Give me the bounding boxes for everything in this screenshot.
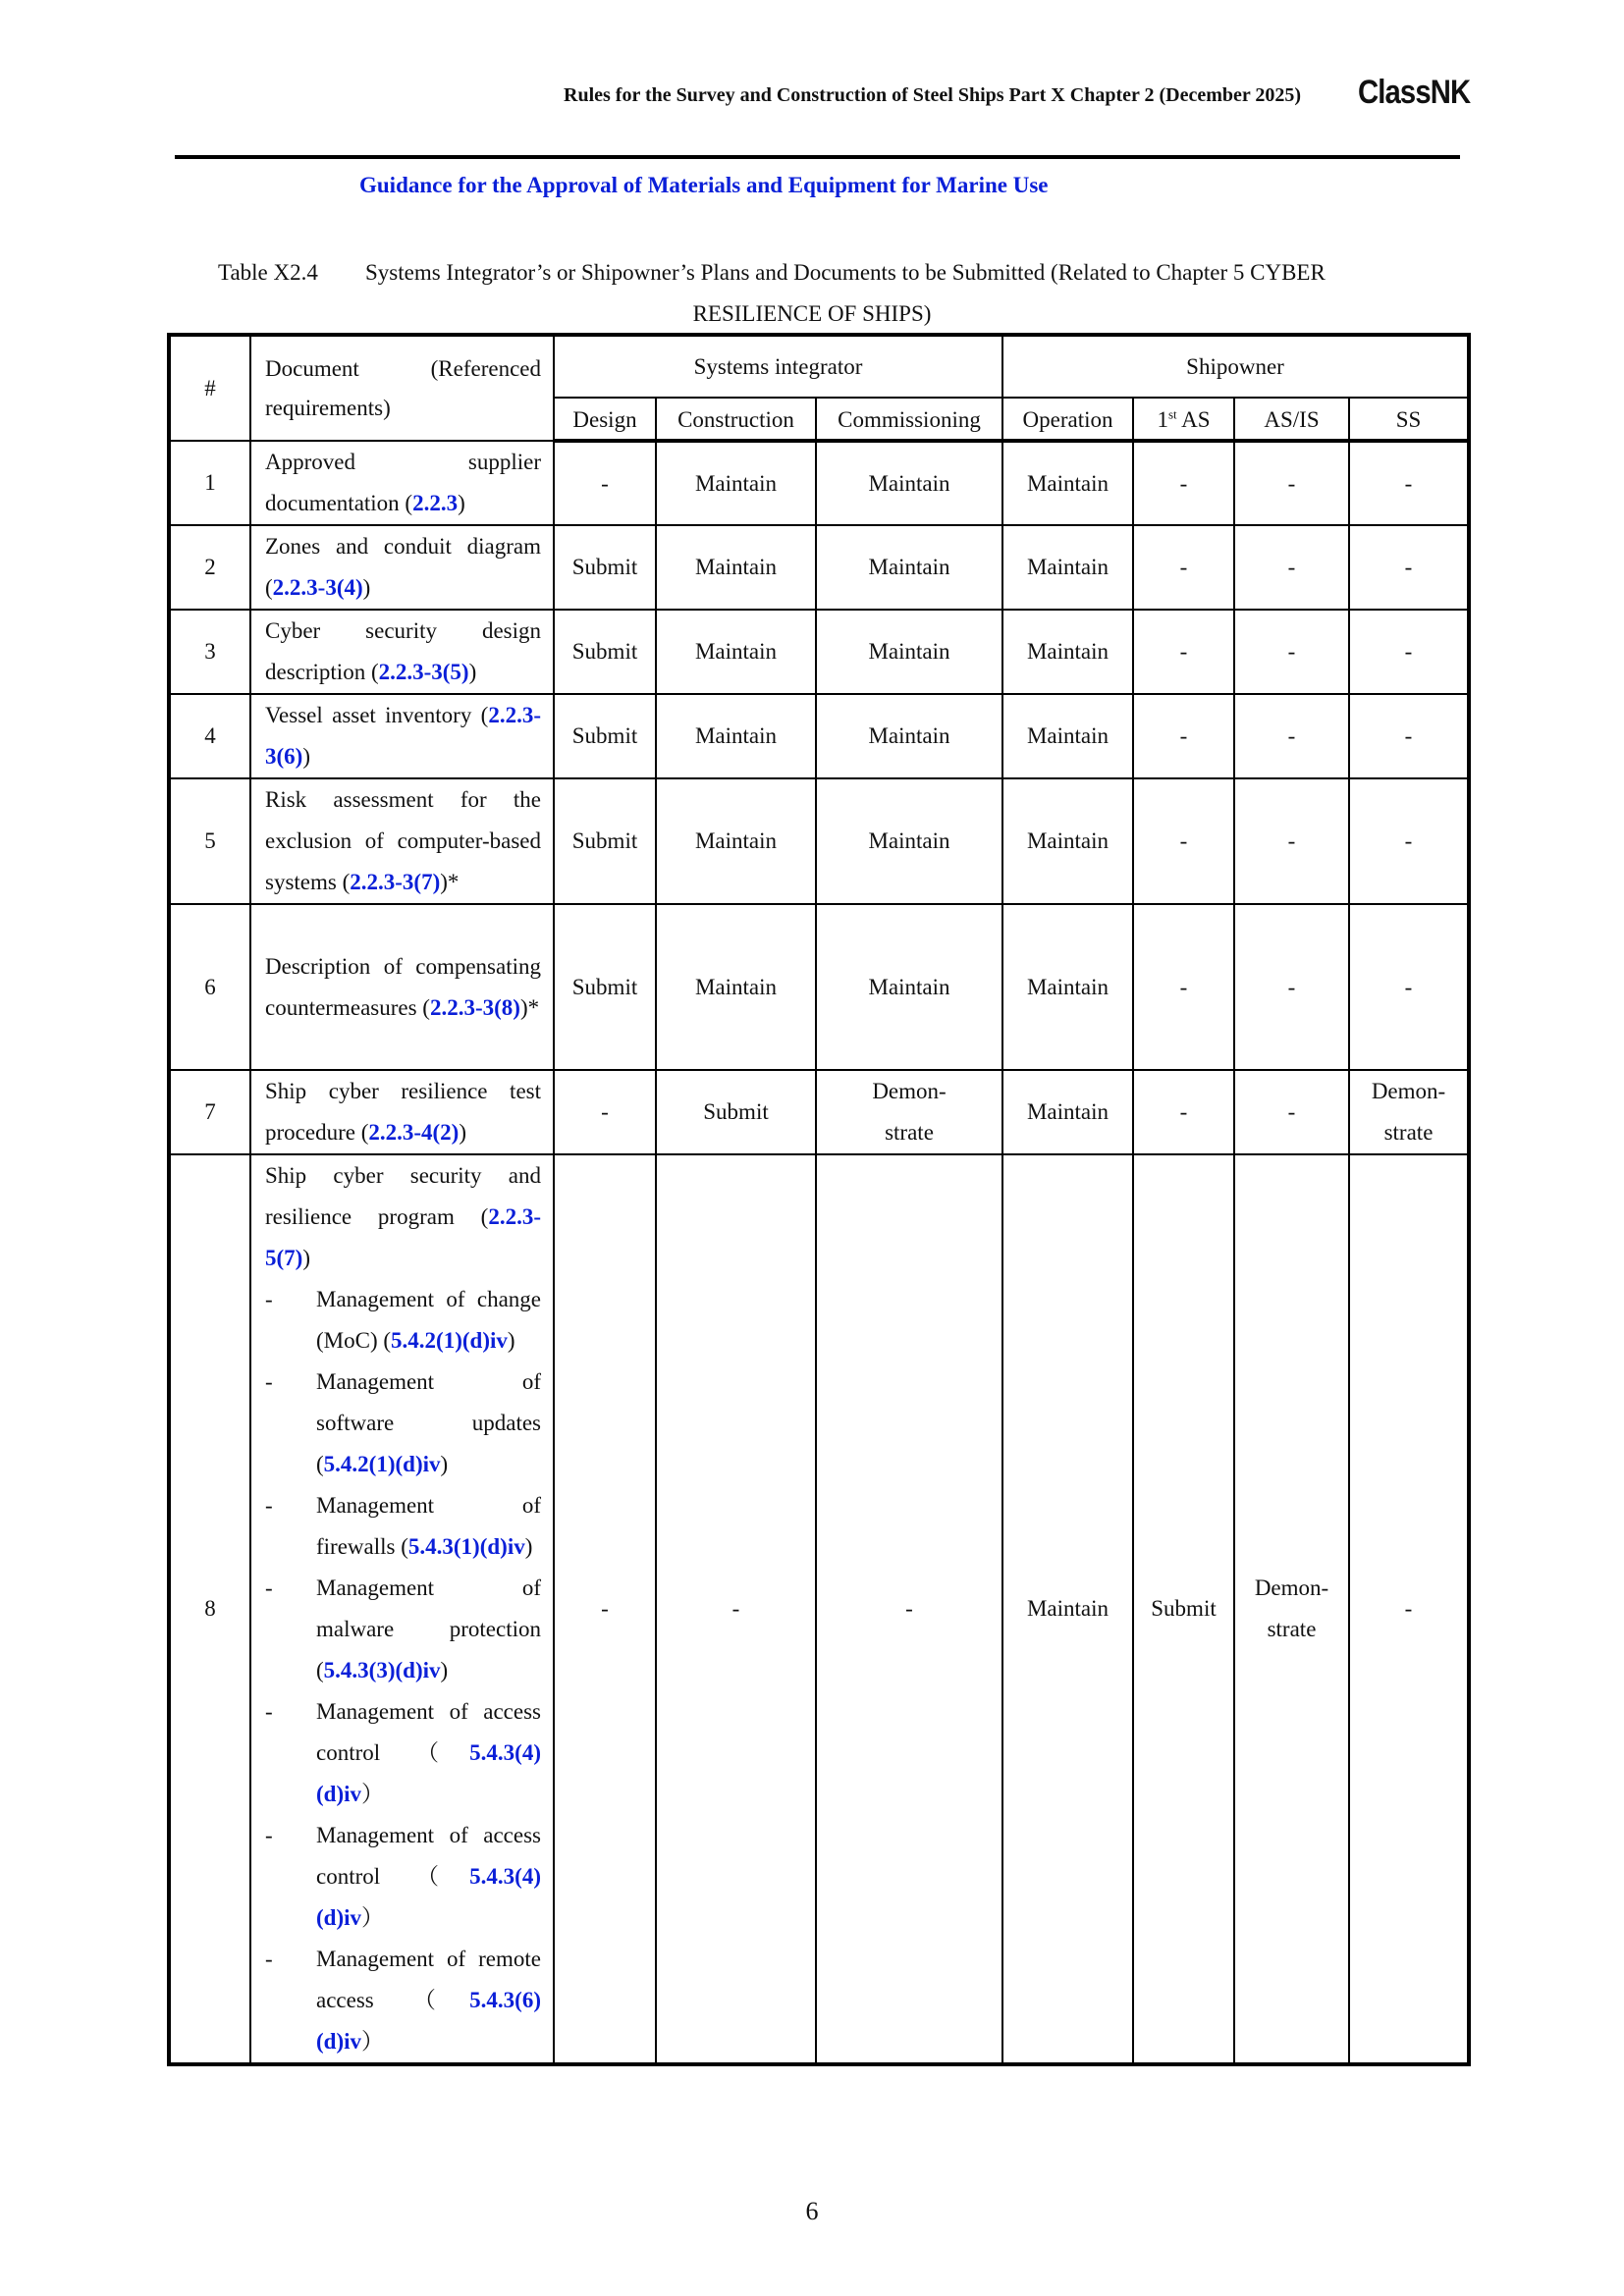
status-cell-construction (656, 525, 816, 610)
status-cell-construction (656, 610, 816, 694)
header-ss: SS (1349, 398, 1469, 441)
table-row (169, 1070, 1469, 1154)
row-number: 1 (169, 441, 250, 525)
document-name: Risk assessment for the exclusion of computer-based systems ( (265, 787, 541, 894)
status-value: Maintain (1026, 974, 1110, 999)
status-value: Maintain (1026, 1099, 1110, 1124)
document-cell (250, 694, 554, 778)
header-operation: Operation (1002, 398, 1133, 441)
status-value: - (1179, 828, 1188, 853)
document-name: Cyber security design description ( (265, 618, 541, 684)
status-value: Maintain (1026, 723, 1110, 748)
status-cell-commissioning (816, 441, 1002, 525)
status-value: Submit (571, 639, 638, 664)
bullet-dash: - (265, 1575, 273, 1600)
paren-open: （ (416, 1864, 470, 1889)
paren-close: ） (361, 1782, 384, 1806)
status-value: - (1404, 723, 1413, 748)
status-value: - (905, 1596, 913, 1621)
status-value: - (1404, 470, 1413, 496)
header-first-as: 1st AS (1133, 398, 1234, 441)
documents-table (167, 333, 1471, 2066)
status-cell-first-as (1133, 525, 1234, 610)
document-name: Zones and conduit diagram ( (265, 534, 541, 600)
document-name-tail: ) (362, 575, 371, 600)
status-cell-ss (1349, 441, 1469, 525)
document-cell (250, 904, 554, 1070)
status-cell-design (554, 694, 656, 778)
header-document: Document (Referenced requirements) (250, 335, 554, 441)
table-row (169, 778, 1469, 904)
document-cell (250, 1070, 554, 1154)
bullet-dash: - (265, 1947, 273, 1971)
header-as-is: AS/IS (1234, 398, 1349, 441)
status-cell-asis (1234, 778, 1349, 904)
status-cell-design (554, 1154, 656, 2064)
sub-item (265, 1939, 541, 2062)
status-value: Submit (571, 723, 638, 748)
bullet-dash: - (265, 1699, 273, 1724)
paren-open: ( (316, 1452, 324, 1476)
status-value: Maintain (1026, 828, 1110, 853)
status-value: Demon- strate (1371, 1079, 1446, 1145)
status-value: - (1179, 639, 1188, 664)
status-cell-commissioning (816, 525, 1002, 610)
status-value: Submit (703, 1099, 769, 1124)
sub-item (265, 1362, 541, 1485)
sub-item (265, 1279, 541, 1362)
status-cell-first-as (1133, 904, 1234, 1070)
row-number: 6 (169, 904, 250, 1070)
document-cell (250, 778, 554, 904)
status-value: - (731, 1596, 740, 1621)
document-cell (250, 525, 554, 610)
table-row (169, 525, 1469, 610)
table-row (169, 441, 1469, 525)
requirement-reference-link[interactable]: 2.2.3-4(2) (368, 1120, 460, 1145)
header-construction: Construction (656, 398, 816, 441)
status-value: Maintain (868, 723, 950, 748)
requirement-reference-link[interactable]: 2.2.3-3(5) (378, 660, 469, 684)
status-cell-operation (1002, 1154, 1133, 2064)
sub-item-text: Management of malware protection (316, 1575, 541, 1641)
document-name-tail: )* (440, 870, 460, 894)
document-name: Description of compensating countermeasures ( (265, 953, 541, 1020)
status-value: - (601, 1596, 609, 1621)
status-cell-construction (656, 1070, 816, 1154)
header-shipowner: Shipowner (1002, 335, 1469, 398)
status-cell-asis (1234, 525, 1349, 610)
requirement-reference-link[interactable]: 5.4.3(4)(d)iv (316, 1740, 541, 1806)
status-value: Maintain (694, 723, 778, 748)
status-value: - (1287, 723, 1296, 748)
status-value: - (1179, 723, 1188, 748)
row-number: 5 (169, 778, 250, 904)
paren-close: ) (524, 1534, 533, 1559)
status-cell-first-as (1133, 610, 1234, 694)
status-value: - (1404, 555, 1413, 579)
requirement-reference-link[interactable]: 5.4.3(6)(d)iv (316, 1988, 541, 2054)
status-value: Maintain (868, 470, 950, 496)
row-number: 4 (169, 694, 250, 778)
status-value: Maintain (1026, 555, 1110, 579)
status-cell-design (554, 441, 656, 525)
status-cell-asis (1234, 441, 1349, 525)
status-value: - (1404, 639, 1413, 664)
document-name-tail: ) (459, 1120, 467, 1145)
status-value: Maintain (694, 555, 778, 579)
status-cell-asis (1234, 610, 1349, 694)
status-cell-operation (1002, 694, 1133, 778)
status-value: Maintain (694, 470, 778, 496)
status-value: Submit (571, 828, 638, 853)
document-cell (250, 441, 554, 525)
status-value: - (1404, 1596, 1413, 1621)
paren-open: （ (412, 1988, 470, 2012)
bullet-dash: - (265, 1823, 273, 1847)
status-cell-commissioning (816, 1070, 1002, 1154)
status-cell-operation (1002, 1070, 1133, 1154)
table-caption-line1: Systems Integrator’s or Shipowner’s Plans and Documents to be Submitted (Related to Chapter 5 CYBER (365, 260, 1326, 285)
document-cell (250, 1154, 554, 2064)
page-number: 6 (805, 2197, 819, 2225)
paren-close: ) (440, 1452, 449, 1476)
table-caption-label: Table X2.4 (218, 260, 318, 285)
paren-open: ( (383, 1328, 392, 1353)
requirement-reference-link[interactable]: 2.2.3-3(4) (272, 575, 363, 600)
status-cell-ss (1349, 525, 1469, 610)
status-cell-first-as (1133, 1070, 1234, 1154)
row-number: 3 (169, 610, 250, 694)
status-cell-operation (1002, 904, 1133, 1070)
status-value: - (1404, 974, 1413, 999)
requirement-reference-link[interactable]: 2.2.3-3(6) (265, 703, 541, 769)
document-cell (250, 610, 554, 694)
status-value: Maintain (868, 974, 950, 999)
bullet-dash: - (265, 1493, 273, 1518)
requirement-reference-link[interactable]: 5.4.3(3)(d)iv (323, 1658, 441, 1682)
status-cell-commissioning (816, 610, 1002, 694)
status-value: Maintain (1026, 470, 1110, 496)
status-cell-operation (1002, 610, 1133, 694)
table-caption-line2: RESILIENCE OF SHIPS) (692, 301, 932, 326)
status-cell-asis (1234, 1070, 1349, 1154)
status-value: Maintain (1026, 639, 1110, 664)
status-cell-operation (1002, 525, 1133, 610)
requirement-reference-link[interactable]: 5.4.3(1)(d)iv (407, 1534, 525, 1559)
status-cell-construction (656, 778, 816, 904)
requirement-reference-link[interactable]: 2.2.3-5(7) (265, 1204, 541, 1270)
status-cell-ss (1349, 1070, 1469, 1154)
status-value: - (1287, 555, 1296, 579)
requirement-reference-link[interactable]: 2.2.3-3(8) (429, 994, 520, 1020)
running-header-title: Rules for the Survey and Construction of Steel Ships Part X Chapter 2 (December 2025) (564, 84, 1302, 106)
status-value: Demon- strate (872, 1079, 947, 1145)
status-value: - (1287, 639, 1296, 664)
requirement-reference-link[interactable]: 5.4.2(1)(d)iv (391, 1328, 508, 1353)
sub-item (265, 1691, 541, 1815)
table-row (169, 694, 1469, 778)
sub-item-text: Management of access control (316, 1699, 541, 1765)
status-value: Maintain (1026, 1596, 1110, 1621)
status-cell-operation (1002, 778, 1133, 904)
requirement-reference-link[interactable]: 2.2.3 (412, 491, 459, 515)
status-value: - (1179, 470, 1188, 496)
status-cell-commissioning (816, 694, 1002, 778)
status-value: - (1179, 555, 1188, 579)
guidance-title: Guidance for the Approval of Materials and Equipment for Marine Use (359, 173, 1049, 197)
status-cell-ss (1349, 1154, 1469, 2064)
document-name: Approved supplier documentation ( (265, 450, 541, 515)
sub-item-text: Management of remote access (316, 1947, 541, 2012)
status-value: - (601, 470, 609, 496)
status-cell-design (554, 610, 656, 694)
sub-item-text: Management of access control (316, 1823, 541, 1889)
row-number: 2 (169, 525, 250, 610)
status-value: Maintain (868, 828, 950, 853)
paren-close: ) (440, 1658, 449, 1682)
row-number: 8 (169, 1154, 250, 2064)
status-value: - (1287, 1099, 1296, 1124)
status-cell-first-as (1133, 778, 1234, 904)
status-value: Maintain (868, 639, 950, 664)
status-value: Submit (571, 974, 638, 999)
document-name-tail: ) (302, 744, 310, 769)
table-row (169, 904, 1469, 1070)
status-value: Maintain (694, 639, 778, 664)
requirement-reference-link[interactable]: 5.4.2(1)(d)iv (323, 1452, 441, 1476)
status-cell-construction (656, 1154, 816, 2064)
status-cell-asis (1234, 694, 1349, 778)
document-name-tail: ) (468, 660, 477, 684)
status-value: Maintain (868, 555, 950, 579)
status-cell-first-as (1133, 1154, 1234, 2064)
status-cell-design (554, 1070, 656, 1154)
status-cell-construction (656, 904, 816, 1070)
status-cell-commissioning (816, 1154, 1002, 2064)
status-cell-commissioning (816, 778, 1002, 904)
status-value: - (1404, 828, 1413, 853)
status-cell-design (554, 525, 656, 610)
status-value: Submit (571, 555, 638, 579)
status-value: Submit (1151, 1596, 1217, 1621)
header-rule (175, 155, 1460, 159)
paren-open: ( (401, 1534, 408, 1559)
document-name-tail: ) (302, 1246, 310, 1270)
sub-item (265, 1568, 541, 1691)
header-commissioning: Commissioning (816, 398, 1002, 441)
status-value: - (1287, 470, 1296, 496)
requirement-reference-link[interactable]: 5.4.3(4)(d)iv (316, 1864, 541, 1930)
table-row (169, 610, 1469, 694)
status-value: - (1179, 974, 1188, 999)
status-cell-ss (1349, 610, 1469, 694)
status-cell-construction (656, 441, 816, 525)
status-value: Demon- strate (1254, 1575, 1329, 1641)
status-cell-asis (1234, 904, 1349, 1070)
requirement-reference-link[interactable]: 2.2.3-3(7) (350, 870, 441, 894)
sub-item (265, 1815, 541, 1939)
sub-item-text: Management of firewalls (316, 1493, 541, 1559)
paren-close: ） (361, 2029, 384, 2054)
status-cell-construction (656, 694, 816, 778)
sub-item (265, 1485, 541, 1568)
document-name-tail: ) (458, 491, 465, 515)
status-value: - (1287, 828, 1296, 853)
status-cell-first-as (1133, 441, 1234, 525)
paren-open: ( (316, 1658, 324, 1682)
status-value: - (601, 1099, 609, 1124)
status-value: Maintain (694, 974, 778, 999)
bullet-dash: - (265, 1369, 273, 1394)
status-cell-design (554, 904, 656, 1070)
status-cell-design (554, 778, 656, 904)
status-cell-ss (1349, 904, 1469, 1070)
paren-open: （ (416, 1740, 470, 1765)
status-cell-first-as (1133, 694, 1234, 778)
document-name: Vessel asset inventory ( (265, 703, 489, 727)
status-cell-commissioning (816, 904, 1002, 1070)
document-name: Ship cyber resilience test procedure ( (265, 1079, 541, 1145)
status-cell-ss (1349, 694, 1469, 778)
bullet-dash: - (265, 1287, 273, 1311)
row-number: 7 (169, 1070, 250, 1154)
status-value: - (1287, 974, 1296, 999)
paren-close: ) (507, 1328, 515, 1353)
header-design: Design (554, 398, 656, 441)
table-caption (218, 260, 1326, 286)
status-cell-ss (1349, 778, 1469, 904)
document-name: Ship cyber security and resilience program ( (265, 1163, 541, 1229)
status-value: - (1179, 1099, 1188, 1124)
paren-close: ） (361, 1905, 384, 1930)
status-cell-operation (1002, 441, 1133, 525)
header-systems-integrator: Systems integrator (554, 335, 1002, 398)
table-row (169, 1154, 1469, 2064)
status-value: Maintain (694, 828, 778, 853)
document-name-tail: )* (519, 994, 540, 1020)
header-num: # (169, 335, 250, 441)
sub-item-text: Management of change (MoC) (316, 1287, 541, 1353)
status-cell-asis (1234, 1154, 1349, 2064)
classnk-logo: ClassNK (1358, 74, 1471, 111)
sub-item-text: Management of software updates (316, 1369, 541, 1435)
